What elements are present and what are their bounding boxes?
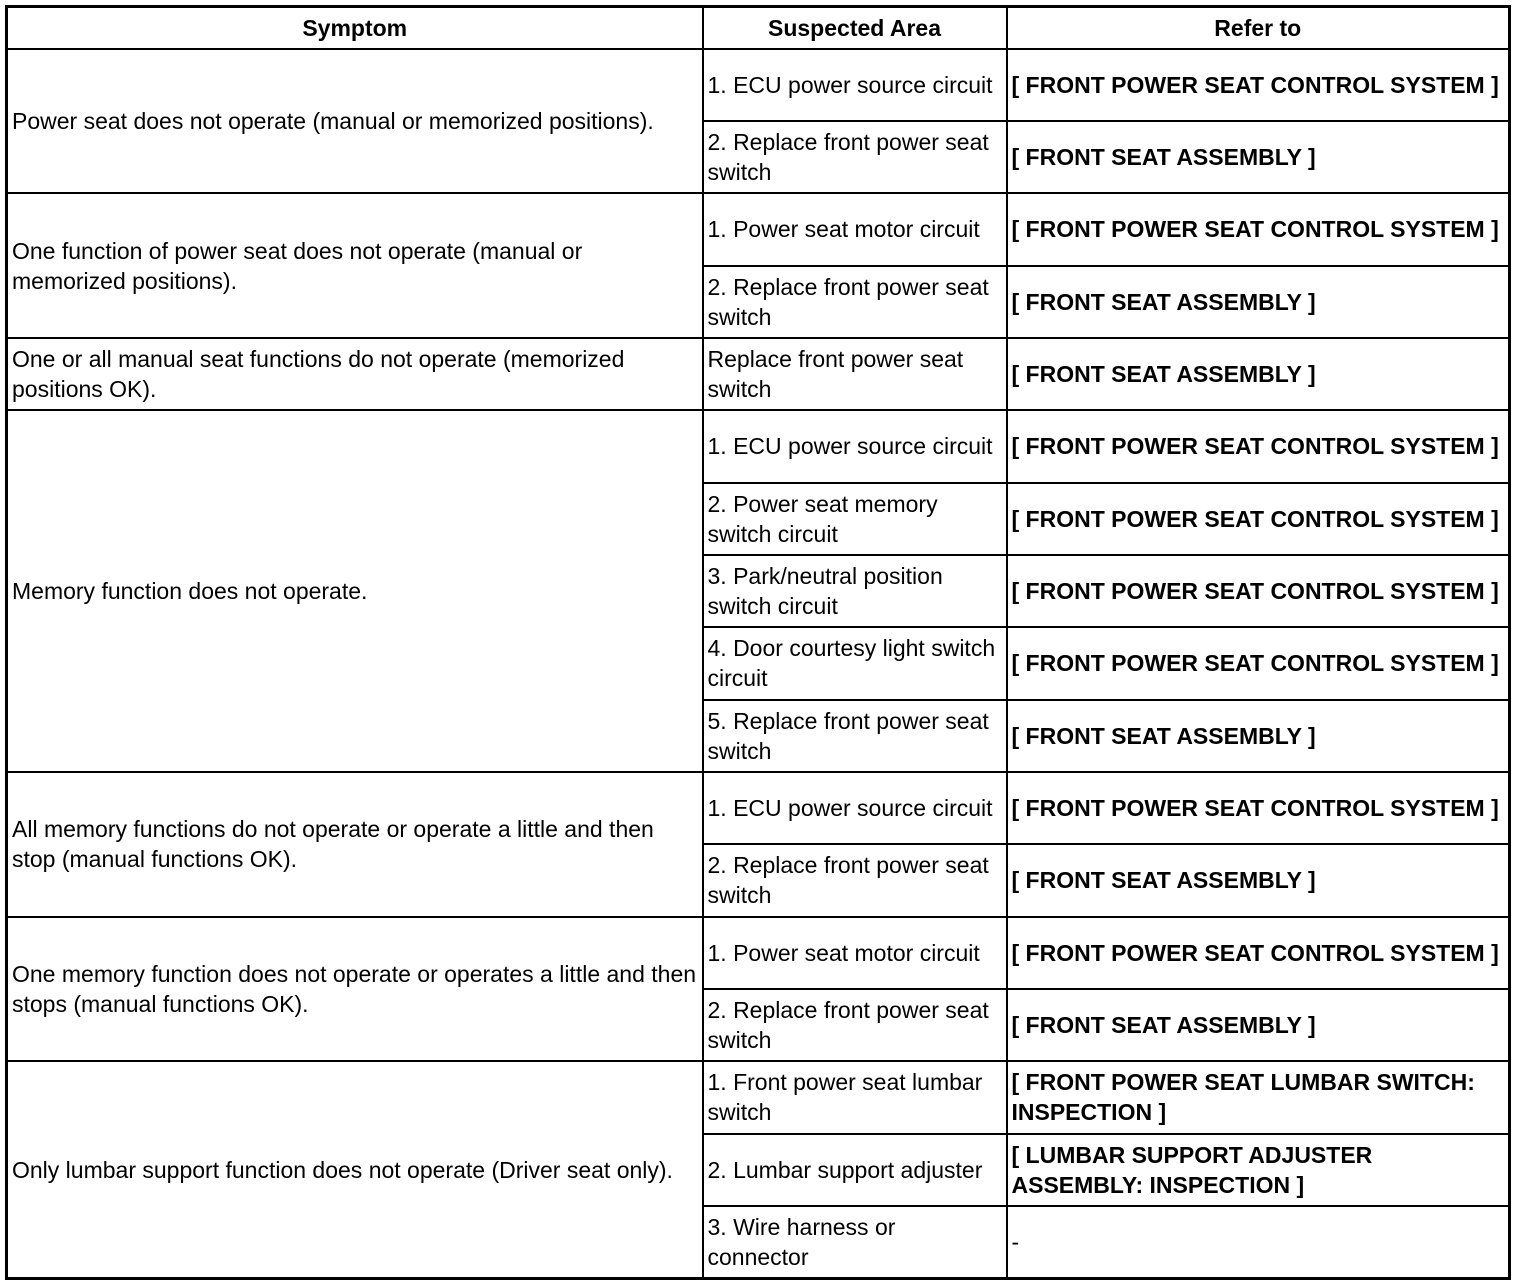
refer-to-cell: [ FRONT SEAT ASSEMBLY ]: [1007, 989, 1510, 1061]
suspected-area-cell: 2. Replace front power seat switch: [703, 989, 1007, 1061]
table-row: [7, 772, 1510, 844]
suspected-area-cell: 1. ECU power source circuit: [703, 772, 1007, 844]
refer-to-cell: [ FRONT SEAT ASSEMBLY ]: [1007, 844, 1510, 916]
troubleshooting-table: [5, 5, 1511, 1280]
refer-to-cell: [ FRONT POWER SEAT LUMBAR SWITCH: INSPECTION ]: [1007, 1061, 1510, 1133]
table-row: [7, 49, 1510, 121]
suspected-area-cell: 1. Power seat motor circuit: [703, 917, 1007, 989]
refer-to-cell: [ FRONT SEAT ASSEMBLY ]: [1007, 266, 1510, 338]
table-row: [7, 338, 1510, 410]
suspected-area-cell: 2. Replace front power seat switch: [703, 266, 1007, 338]
symptom-cell: One function of power seat does not operate (manual or memorized positions).: [7, 193, 703, 338]
table-body: [7, 49, 1510, 1279]
refer-to-header: Refer to: [1007, 7, 1510, 49]
refer-to-cell: [ FRONT POWER SEAT CONTROL SYSTEM ]: [1007, 410, 1510, 482]
suspected-area-cell: 3. Wire harness or connector: [703, 1206, 1007, 1279]
suspected-area-cell: 3. Park/neutral position switch circuit: [703, 555, 1007, 627]
suspected-area-cell: Replace front power seat switch: [703, 338, 1007, 410]
suspected-area-header: Suspected Area: [703, 7, 1007, 49]
refer-to-cell: [ LUMBAR SUPPORT ADJUSTER ASSEMBLY: INSPECTION ]: [1007, 1134, 1510, 1206]
suspected-area-cell: 2. Power seat memory switch circuit: [703, 483, 1007, 555]
refer-to-cell: [ FRONT POWER SEAT CONTROL SYSTEM ]: [1007, 627, 1510, 699]
refer-to-cell: [ FRONT SEAT ASSEMBLY ]: [1007, 338, 1510, 410]
symptom-cell: Memory function does not operate.: [7, 410, 703, 772]
refer-to-cell: -: [1007, 1206, 1510, 1279]
symptom-cell: All memory functions do not operate or operate a little and then stop (manual functions OK).: [7, 772, 703, 917]
symptom-cell: One memory function does not operate or operates a little and then stops (manual functions OK).: [7, 917, 703, 1062]
suspected-area-cell: 2. Replace front power seat switch: [703, 844, 1007, 916]
refer-to-cell: [ FRONT SEAT ASSEMBLY ]: [1007, 700, 1510, 772]
table-row: [7, 193, 1510, 265]
suspected-area-cell: 1. Power seat motor circuit: [703, 193, 1007, 265]
refer-to-cell: [ FRONT POWER SEAT CONTROL SYSTEM ]: [1007, 49, 1510, 121]
refer-to-cell: [ FRONT POWER SEAT CONTROL SYSTEM ]: [1007, 555, 1510, 627]
symptom-cell: One or all manual seat functions do not operate (memorized positions OK).: [7, 338, 703, 410]
suspected-area-cell: 2. Replace front power seat switch: [703, 121, 1007, 193]
refer-to-cell: [ FRONT POWER SEAT CONTROL SYSTEM ]: [1007, 917, 1510, 989]
symptom-header: Symptom: [7, 7, 703, 49]
suspected-area-cell: 5. Replace front power seat switch: [703, 700, 1007, 772]
suspected-area-cell: 1. ECU power source circuit: [703, 49, 1007, 121]
suspected-area-cell: 4. Door courtesy light switch circuit: [703, 627, 1007, 699]
table-row: [7, 410, 1510, 482]
refer-to-cell: [ FRONT POWER SEAT CONTROL SYSTEM ]: [1007, 483, 1510, 555]
suspected-area-cell: 2. Lumbar support adjuster: [703, 1134, 1007, 1206]
table-row: [7, 1061, 1510, 1133]
refer-to-cell: [ FRONT SEAT ASSEMBLY ]: [1007, 121, 1510, 193]
symptom-cell: Power seat does not operate (manual or memorized positions).: [7, 49, 703, 194]
refer-to-cell: [ FRONT POWER SEAT CONTROL SYSTEM ]: [1007, 772, 1510, 844]
table-row: [7, 917, 1510, 989]
symptom-cell: Only lumbar support function does not operate (Driver seat only).: [7, 1061, 703, 1278]
header-row: [7, 7, 1510, 49]
refer-to-cell: [ FRONT POWER SEAT CONTROL SYSTEM ]: [1007, 193, 1510, 265]
suspected-area-cell: 1. Front power seat lumbar switch: [703, 1061, 1007, 1133]
suspected-area-cell: 1. ECU power source circuit: [703, 410, 1007, 482]
